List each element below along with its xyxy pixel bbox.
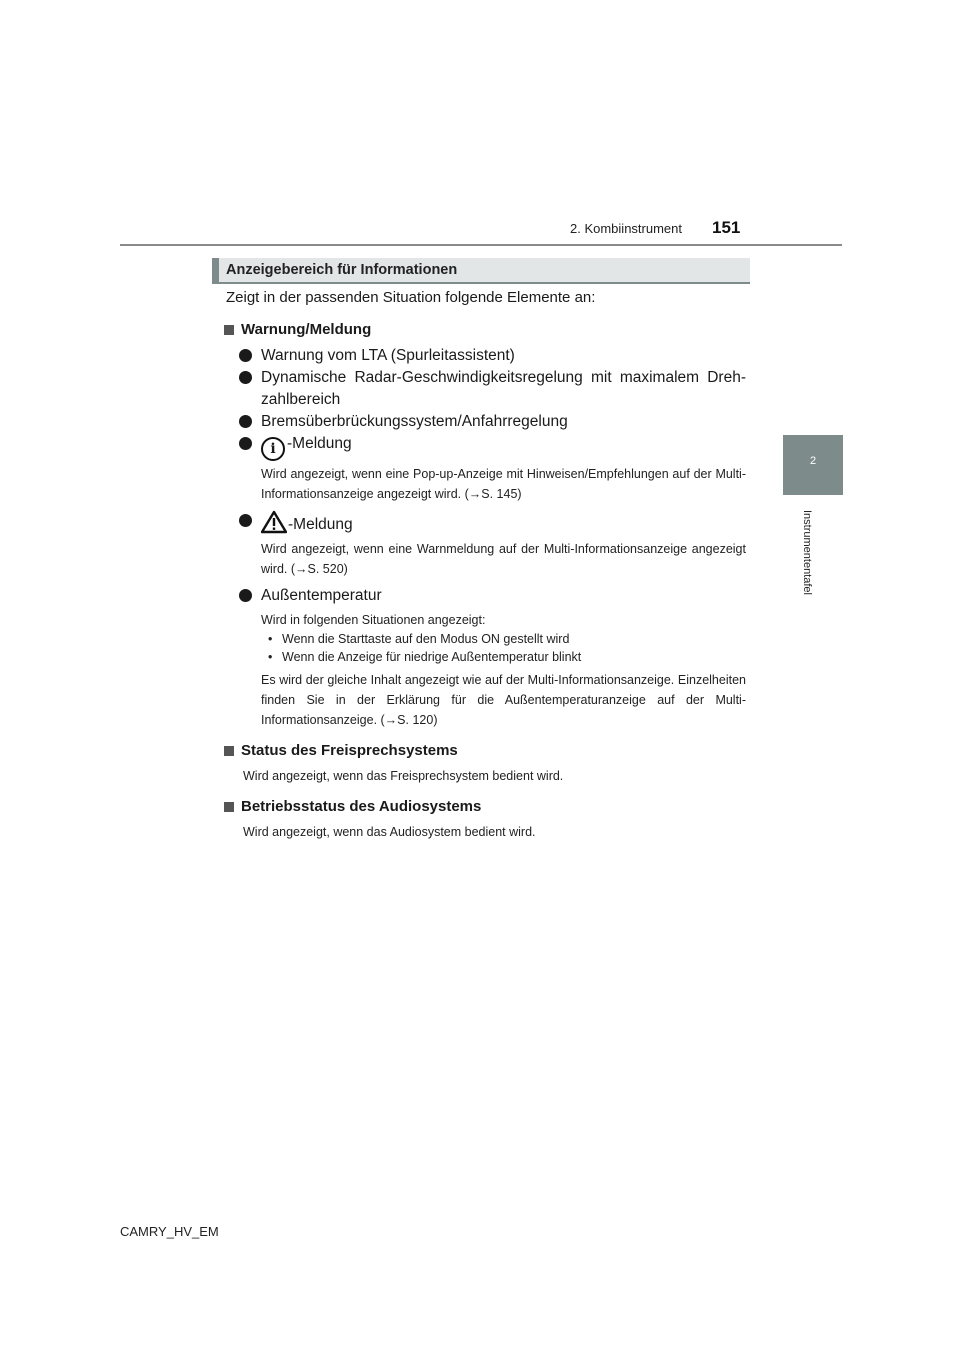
list-item-text xyxy=(261,433,746,461)
warning-item-label: -Meldung xyxy=(288,516,353,533)
temp-item-note2: Es wird der gleiche Inhalt angezeigt wie auf der Multi-Informationsanzeige. Einzelheiten finden Sie in der Erklärung für die Außentemperaturanzeige auf der Multi-Informationsanzeige. (→S. 120) xyxy=(261,673,746,727)
info-item-label: -Meldung xyxy=(287,435,352,452)
bullet-dot-icon xyxy=(239,415,252,428)
section-title: Anzeigebereich für Informationen xyxy=(226,262,458,278)
info-item-note: Wird angezeigt, wenn eine Pop-up-Anzeige mit Hinweisen/Empfehlungen auf der Multi-Informationsanzeige angezeigt wird. (→S. 145) xyxy=(261,467,746,501)
section-header-bar xyxy=(212,258,750,284)
header-rule xyxy=(120,244,842,246)
list-item-text: Außentemperatur xyxy=(261,587,382,604)
chapter-tab-label: Instrumententafel xyxy=(801,510,813,595)
header-chapter: 2. Kombiinstrument xyxy=(570,221,682,236)
list-item xyxy=(239,367,746,411)
square-bullet-icon xyxy=(224,802,234,812)
bullet-dot-icon xyxy=(239,514,252,527)
group-heading-audio xyxy=(224,796,746,818)
group-heading-label: Warnung/Meldung xyxy=(241,321,372,338)
audio-note: Wird angezeigt, wenn das Audiosystem bedient wird. xyxy=(243,825,536,839)
bullet-dot-icon xyxy=(239,371,252,384)
list-item xyxy=(239,411,746,433)
handsfree-note: Wird angezeigt, wenn das Freisprechsystem bedient wird. xyxy=(243,769,564,783)
square-bullet-icon xyxy=(224,746,234,756)
sub-list-item xyxy=(268,630,746,648)
info-icon: i xyxy=(261,437,285,461)
footer-model-code: CAMRY_HV_EM xyxy=(120,1224,219,1239)
list-item-text: Bremsüberbrückungssystem/Anfahrregelung xyxy=(261,413,568,430)
sub-list-item xyxy=(268,648,746,666)
list-item-text xyxy=(261,510,746,536)
sub-list-text: Wenn die Anzeige für niedrige Außentemperatur blinkt xyxy=(282,650,582,664)
list-item-outside-temperature xyxy=(239,585,746,607)
warning-item-note: Wird angezeigt, wenn eine Warnmeldung auf der Multi-Informationsanzeige angezeigt wird. (→S. 520) xyxy=(261,542,746,576)
list-item-warning-message xyxy=(239,510,746,536)
list-item-text: Dynamische Radar-Geschwindigkeitsregelung mit maximalem Dreh-zahlbereich xyxy=(261,369,746,408)
group-heading-label: Status des Freisprechsystems xyxy=(241,742,458,759)
sub-bullet-icon: • xyxy=(268,650,273,664)
chapter-tab-number: 2 xyxy=(809,455,817,467)
bullet-dot-icon xyxy=(239,349,252,362)
list-item-info-message xyxy=(239,433,746,461)
section-bar-accent xyxy=(212,258,219,282)
square-bullet-icon xyxy=(224,325,234,335)
intro-text: Zeigt in der passenden Situation folgende Elemente an: xyxy=(226,289,596,306)
sub-bullet-icon: • xyxy=(268,632,273,646)
list-item xyxy=(239,345,746,367)
sub-list-text: Wenn die Starttaste auf den Modus ON gestellt wird xyxy=(282,632,570,646)
group-heading-warning xyxy=(224,319,746,341)
bullet-dot-icon xyxy=(239,437,252,450)
bullet-dot-icon xyxy=(239,589,252,602)
list-item-text: Warnung vom LTA (Spurleitassistent) xyxy=(261,347,515,364)
temp-item-note: Wird in folgenden Situationen angezeigt: xyxy=(261,613,486,627)
group-heading-label: Betriebsstatus des Audiosystems xyxy=(241,798,482,815)
warning-icon xyxy=(261,510,287,534)
page-number: 151 xyxy=(712,218,741,237)
group-heading-handsfree xyxy=(224,740,746,762)
content xyxy=(226,287,746,842)
